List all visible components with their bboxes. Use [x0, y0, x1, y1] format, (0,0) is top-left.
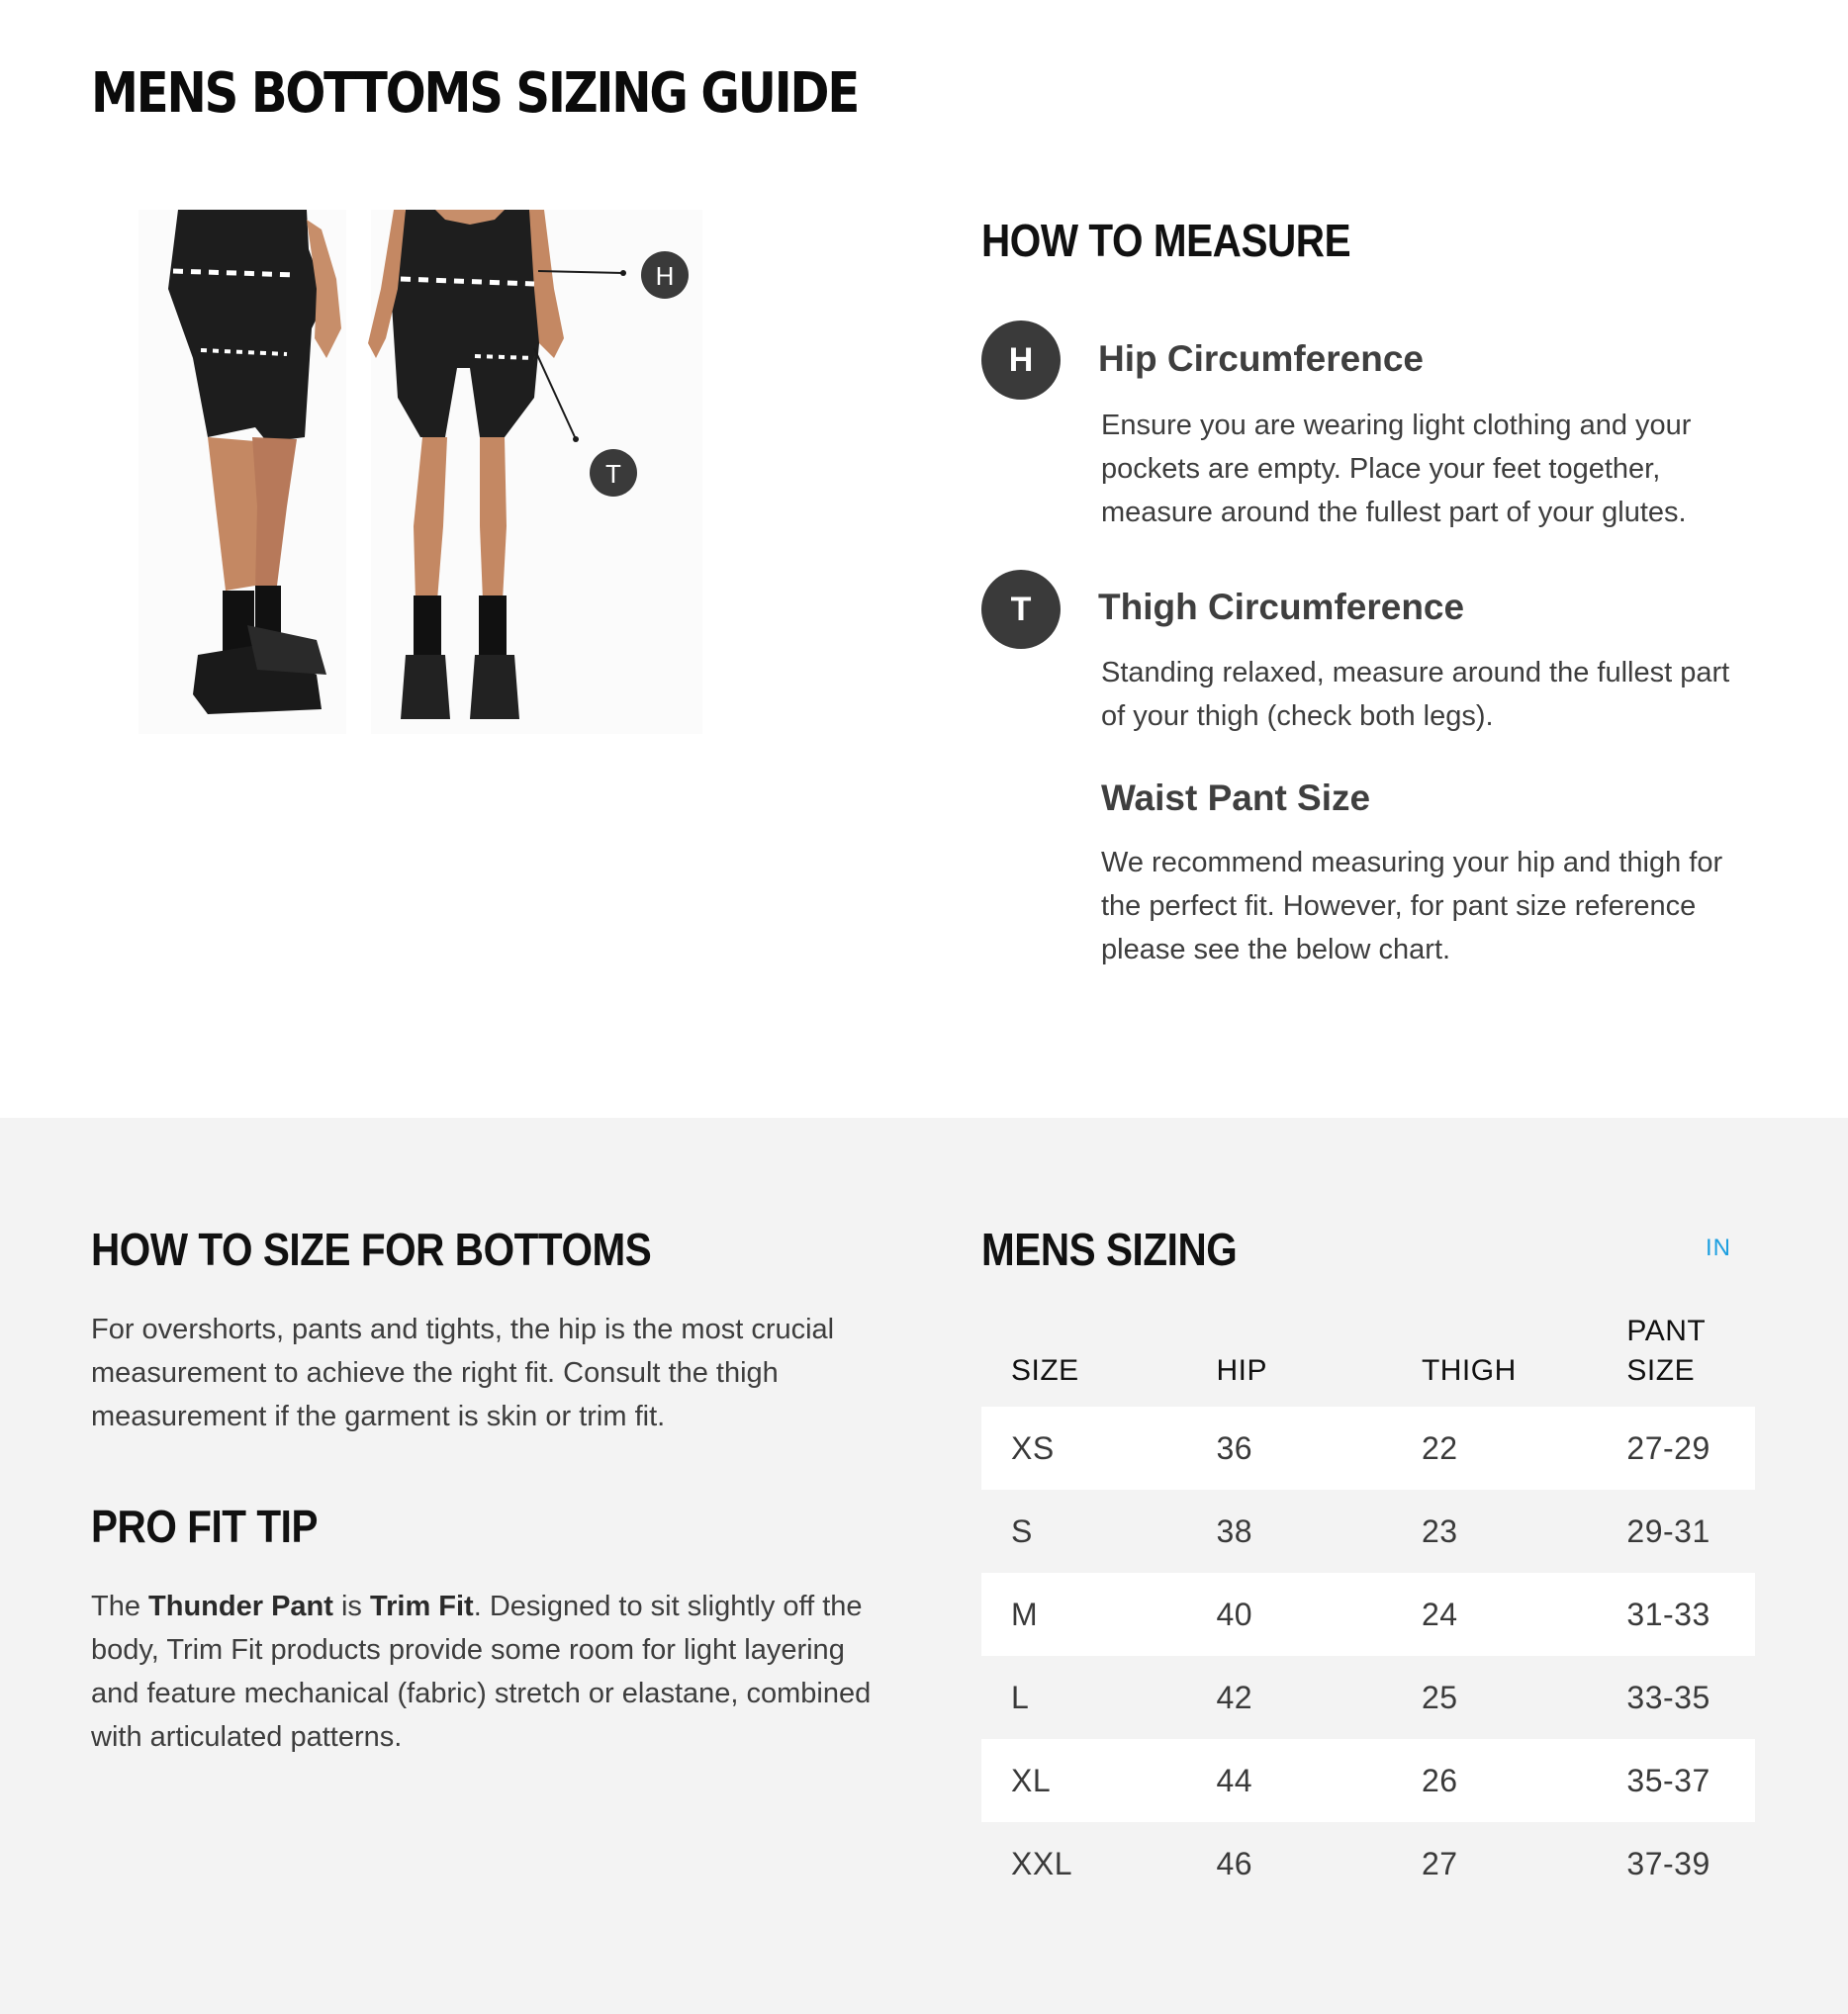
table-row: [981, 1739, 1755, 1822]
how-to-size-text: For overshorts, pants and tights, the hip is the most crucial measurement to achieve the right fit. Consult the thigh measurement if the garment is skin or trim fit.: [91, 1314, 835, 1432]
side-view-figure: [139, 210, 346, 734]
thigh-cell: 23: [1392, 1490, 1597, 1573]
unit-toggle[interactable]: IN: [1706, 1235, 1731, 1261]
hip-marker-label: H: [655, 261, 675, 291]
table-row: [981, 1490, 1755, 1573]
product-name: Thunder Pant: [148, 1591, 333, 1622]
mens-sizing-heading: MENS SIZING: [981, 1224, 1238, 1275]
table-header-row: [981, 1308, 1755, 1407]
table-row: [981, 1573, 1755, 1656]
hip-cell: 44: [1186, 1739, 1391, 1822]
column-header-pant-size: PANT SIZE: [1626, 1315, 1706, 1387]
pant-size-cell: 29-31: [1597, 1490, 1755, 1573]
pro-fit-tip-heading: PRO FIT TIP: [91, 1501, 319, 1552]
pant-size-cell: 31-33: [1597, 1573, 1755, 1656]
thigh-marker-label: T: [605, 459, 621, 489]
hip-cell: 46: [1186, 1822, 1391, 1905]
size-cell: M: [981, 1573, 1186, 1656]
measurement-illustration: [139, 210, 791, 734]
column-header-thigh: THIGH: [1421, 1354, 1517, 1387]
pant-size-cell: 27-29: [1597, 1407, 1755, 1490]
table-row: [981, 1656, 1755, 1739]
pro-fit-tip-text: [91, 1585, 882, 1759]
thigh-badge-icon: T: [981, 570, 1061, 649]
measurement-figure: [139, 210, 791, 734]
pant-size-cell: 37-39: [1597, 1822, 1755, 1905]
hip-marker: [641, 251, 689, 299]
hip-circumference-title: Hip Circumference: [1098, 338, 1424, 379]
pant-size-cell: 35-37: [1597, 1739, 1755, 1822]
waist-pant-size-text: We recommend measuring your hip and thigh for the perfect fit. However, for pant size reference please see the below chart.: [1101, 847, 1723, 965]
waist-pant-size-title: Waist Pant Size: [1101, 778, 1371, 818]
how-to-measure-heading: HOW TO MEASURE: [981, 215, 1351, 266]
size-cell: S: [981, 1490, 1186, 1573]
column-header-hip: HIP: [1216, 1354, 1267, 1387]
hip-badge-icon: H: [981, 320, 1061, 400]
thigh-circumference-text: Standing relaxed, measure around the fullest part of your thigh (check both legs).: [1101, 657, 1730, 732]
tip-text-part: is: [332, 1591, 370, 1622]
sizing-table: [981, 1308, 1755, 1905]
size-cell: XL: [981, 1739, 1186, 1822]
table-row: [981, 1407, 1755, 1490]
thigh-cell: 22: [1392, 1407, 1597, 1490]
hip-cell: 38: [1186, 1490, 1391, 1573]
hip-cell: 36: [1186, 1407, 1391, 1490]
hip-circumference-text: Ensure you are wearing light clothing and your pockets are empty. Place your feet together, measure around the fullest part of your glutes.: [1101, 410, 1692, 528]
thigh-cell: 24: [1392, 1573, 1597, 1656]
page-title: MENS BOTTOMS SIZING GUIDE: [91, 61, 859, 126]
size-cell: XS: [981, 1407, 1186, 1490]
pant-size-cell: 33-35: [1597, 1656, 1755, 1739]
tip-text-part: . Designed to sit slightly off the body, Trim Fit products provide some room for light layering and feature mechanical (fabric) stretch or elastane, combined with articulated patterns.: [91, 1591, 872, 1753]
how-to-size-heading: HOW TO SIZE FOR BOTTOMS: [91, 1224, 652, 1275]
column-header-size: SIZE: [1011, 1354, 1079, 1387]
tip-text-part: The: [91, 1591, 149, 1622]
thigh-cell: 26: [1392, 1739, 1597, 1822]
thigh-cell: 27: [1392, 1822, 1597, 1905]
thigh-marker: [590, 449, 637, 497]
thigh-circumference-title: Thigh Circumference: [1098, 587, 1465, 627]
table-row: [981, 1822, 1755, 1905]
size-cell: L: [981, 1656, 1186, 1739]
hip-cell: 40: [1186, 1573, 1391, 1656]
fit-type: Trim Fit: [369, 1591, 474, 1622]
hip-cell: 42: [1186, 1656, 1391, 1739]
thigh-cell: 25: [1392, 1656, 1597, 1739]
size-cell: XXL: [981, 1822, 1186, 1905]
